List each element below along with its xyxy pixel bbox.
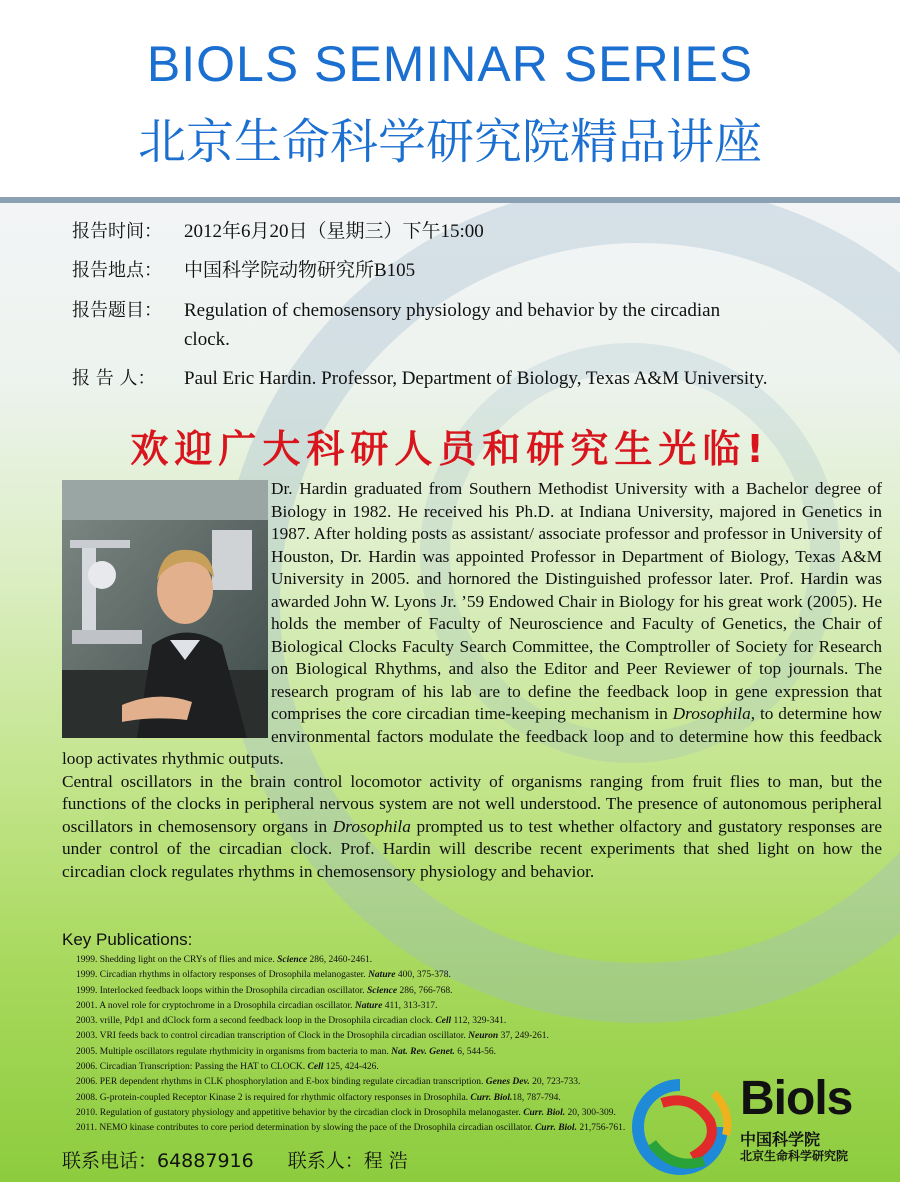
- title-chinese: 北京生命科学研究院精品讲座: [137, 114, 762, 170]
- bio-paragraph-2: Central oscillators in the brain control locomotor activity of organisms ranging from fruit flies to man, but the functions of the clocks in peripheral nervous system are not well understood. The presence of autonomous peripheral oscillators in chemosensory organs in Drosophila prompted us to test whether olfactory and gustatory responses are under control of the circadian clock. Prof. Hardin will describe recent experiments that shed light on how the circadian clock regulates rhythms in chemosensory physiology and behavior.: [62, 771, 882, 881]
- logo-subtitle-2: 北京生命科学研究院: [740, 1149, 849, 1163]
- publication-item: 2006. Circadian Transcription: Passing the HAT to CLOCK. Cell 125, 424-426.: [76, 1062, 379, 1073]
- welcome-banner: 欢迎广大科研人员和研究生光临!: [130, 427, 770, 471]
- logo-wordmark: Biols: [740, 1072, 853, 1125]
- publication-item: 1999. Interlocked feedback loops within the Drosophila circadian oscillator. Science 286, 766-768.: [76, 985, 453, 996]
- publication-item: 2001. A novel role for cryptochrome in a Drosophila circadian oscillator. Nature 411, 313-317.: [76, 1000, 438, 1011]
- biols-logo-mark: [622, 1073, 738, 1181]
- publication-item: 2006. PER dependent rhythms in CLK phosphorylation and E-box binding regulate circadian transcription. Genes Dev. 20, 723-733.: [76, 1077, 581, 1088]
- publication-item: 1999. Circadian rhythms in olfactory responses of Drosophila melanogaster. Nature 400, 375-378.: [76, 970, 451, 981]
- publication-item: 2011. NEMO kinase contributes to core period determination by slowing the pace of the Drosophila circadian oscillator. Curr. Biol. 21,756-761.: [76, 1123, 626, 1134]
- logo-subtitle-1: 中国科学院: [740, 1130, 821, 1149]
- photo-spacer: [62, 478, 271, 740]
- biols-logo: [622, 1073, 892, 1181]
- poster-body: [0, 203, 900, 1182]
- publication-item: 2003. vrille, Pdp1 and dClock form a second feedback loop in the Drosophila circadian clock. Cell 112, 329-341.: [76, 1016, 507, 1027]
- speaker-bio: [62, 478, 882, 883]
- info-value: Regulation of chemosensory physiology and behavior by the circadian clock.: [184, 300, 721, 350]
- info-label: 报告地点：: [72, 260, 162, 281]
- info-value: 中国科学院动物研究所B105: [184, 260, 416, 281]
- publication-item: 2003. VRI feeds back to control circadian transcription of Clock in the Drosophila circadian oscillator. Neuron 37, 249-261.: [76, 1031, 549, 1042]
- publication-item: 2008. G-protein-coupled Receptor Kinase 2 is required for rhythmic olfactory responses in Drosophila. Curr. Biol.18, 787-794.: [76, 1092, 561, 1103]
- publication-item: 2005. Multiple oscillators regulate rhythmicity in organisms from bacteria to man. Nat. Rev. Genet. 6, 544-56.: [76, 1046, 497, 1057]
- info-label: 报告题目：: [72, 300, 162, 321]
- title-english: BIOLS SEMINAR SERIES: [146, 36, 754, 92]
- info-value: Paul Eric Hardin. Professor, Department of Biology, Texas A&M University.: [184, 368, 768, 389]
- publication-item: 1999. Shedding light on the CRYs of flies and mice. Science 286, 2460-2461.: [76, 955, 373, 965]
- contact-phone: 联系电话：64887916: [62, 1150, 254, 1172]
- info-value: 2012年6月20日（星期三）下午15:00: [184, 221, 484, 242]
- info-label: 报 告 人：: [72, 368, 156, 389]
- poster-header: [0, 0, 900, 197]
- contact-person: 联系人：程 浩: [287, 1150, 408, 1172]
- publication-item: 2010. Regulation of gustatory physiology and appetitive behavior by the circadian clock in Drosophila melanogaster. Curr. Biol. 20, 300-309.: [76, 1107, 616, 1118]
- contact-line: [62, 1147, 436, 1175]
- bio-paragraph-1: Dr. Hardin graduated from Southern Methodist University with a Bachelor degree of Biology in 1982. He received his Ph.D. at Indiana University, majored in Genetics in 1987. After holding posts as assistant/ associate professor and professor in University of Houston, Dr. Hardin was appointed Professor in Department of Biology, Texas A&M University in 2005. and hornored the Distinguished professor later. Prof. Hardin was awarded John W. Lyons Jr. ’59 Endowed Chair in Biology for his great work (2005). He holds the member of Faculty of Neuroscience and Faculty of Genetics, the Chair of Biological Clocks Faculty Search Committee, the Comptroller of Society for Research on Biological Rhythms, and also the Editor and Peer Reviewer of top journals. The research program of his lab are to define the feedback loop in gene expression that comprises the core circadian time-keeping mechanism in Drosophila, to determine how environmental factors modulate the feedback loop and to determine how this feedback loop activates rhythmic outputs.: [62, 479, 882, 768]
- info-label: 报告时间：: [72, 221, 162, 242]
- key-publications-title: Key Publications:: [62, 930, 193, 949]
